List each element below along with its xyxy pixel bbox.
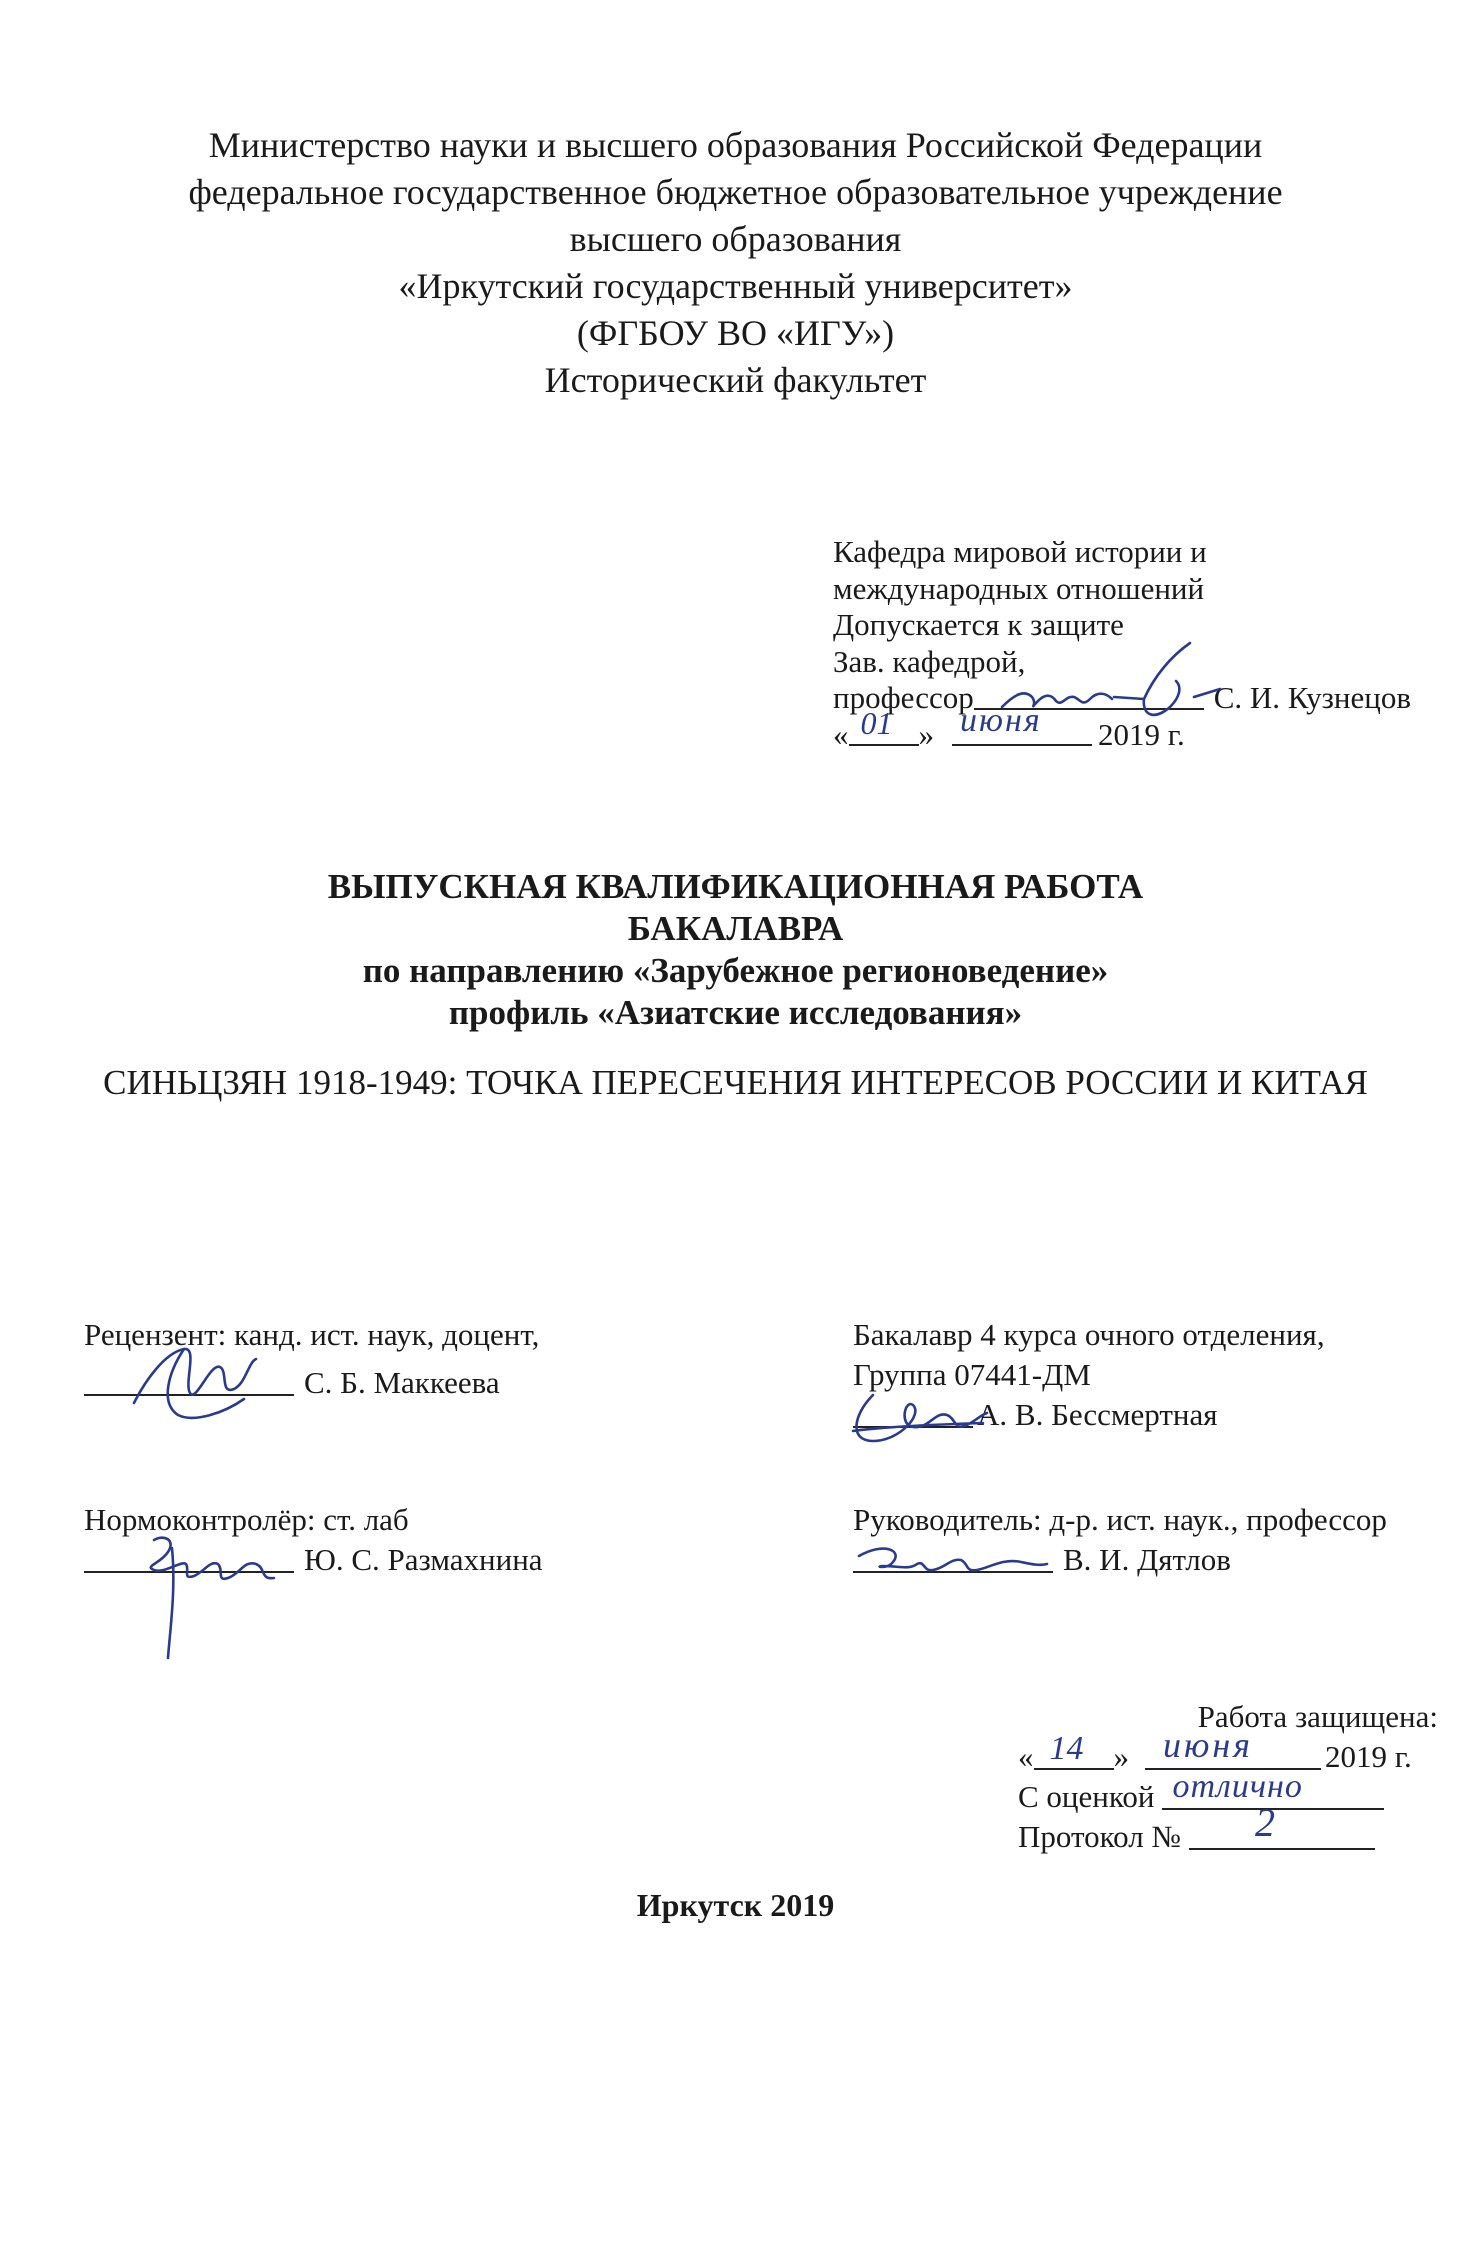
admission-line: Допускается к защите: [833, 607, 1124, 642]
date-close-quote: »: [918, 716, 934, 752]
supervisor-label: Руководитель: д-р. ист. наук., профессор: [853, 1502, 1387, 1537]
normcontrol-signature-image: [124, 1530, 304, 1670]
faculty-name: Исторический факультет: [544, 360, 927, 400]
reviewer-signature-line: [84, 1393, 294, 1396]
head-of-department-line: Зав. кафедрой,: [833, 643, 1026, 679]
defense-date-close-quote: »: [1113, 1739, 1129, 1774]
normcontrol-label: Нормоконтролёр: ст. лаб: [84, 1502, 409, 1537]
education-level-line: высшего образования: [569, 219, 902, 259]
protocol-row: [1018, 1800, 1438, 1857]
city-year: Иркутск 2019: [636, 1887, 835, 1923]
defense-day-handwritten: 14: [1049, 1730, 1084, 1767]
university-abbr: (ФГБОУ ВО «ИГУ»): [576, 313, 895, 353]
head-signature-row: [833, 680, 1453, 717]
date-month-field: [952, 702, 1092, 746]
direction-line: по направлению «Зарубежное регионоведение»: [362, 951, 1109, 990]
normcontrol-signature-row: [84, 1540, 764, 1580]
defense-label: Работа защищена:: [1197, 1699, 1438, 1734]
department-approval-block: [833, 534, 1453, 753]
defense-month-handwritten: июня: [1163, 1725, 1253, 1765]
reviewer-signature-row: [84, 1363, 764, 1403]
ministry-line: Министерство науки и высшего образования Российской Федерации: [208, 125, 1263, 165]
defense-block: [1018, 1697, 1438, 1857]
reviewer-block: [84, 1315, 764, 1403]
supervisor-signature-row: [853, 1540, 1453, 1580]
protocol-label: Протокол №: [1018, 1819, 1181, 1854]
department-line-1: Кафедра мировой истории и: [833, 534, 1207, 569]
date-day-field: [849, 705, 919, 746]
date-open-quote: «: [833, 716, 849, 752]
work-title-block: [0, 866, 1471, 1034]
work-title-line-1: ВЫПУСКНАЯ КВАЛИФИКАЦИОННАЯ РАБОТА: [327, 867, 1144, 906]
department-line-2: международных отношений: [833, 570, 1205, 606]
defense-day-field: [1034, 1730, 1114, 1770]
professor-label: профессор: [833, 680, 974, 715]
supervisor-signature-image: [853, 1536, 1053, 1596]
normcontrol-name: Ю. С. Размахнина: [304, 1542, 543, 1577]
date-day-handwritten: 01: [860, 705, 893, 741]
reviewer-label: Рецензент: канд. ист. наук, доцент,: [84, 1317, 540, 1352]
institution-header: [0, 122, 1471, 404]
date-year: 2019 г.: [1098, 716, 1185, 752]
defense-date-year: 2019 г.: [1325, 1739, 1412, 1774]
normcontrol-block: [84, 1500, 764, 1580]
institution-type-line: федеральное государственное бюджетное образовательное учреждение: [188, 172, 1283, 212]
head-date-row: [833, 702, 1453, 754]
protocol-handwritten: 2: [1255, 1800, 1275, 1845]
supervisor-block: [853, 1500, 1453, 1580]
work-title-line-2: БАКАЛАВРА: [627, 909, 844, 948]
thesis-topic: СИНЬЦЗЯН 1918-1949: ТОЧКА ПЕРЕСЕЧЕНИЯ ИНТЕРЕСОВ РОССИИ И КИТАЯ: [103, 1063, 1368, 1102]
student-name: А. В. Бессмертная: [977, 1397, 1218, 1432]
head-name: С. И. Кузнецов: [1213, 680, 1411, 715]
supervisor-signature-line: [853, 1570, 1053, 1573]
supervisor-name: В. И. Дятлов: [1063, 1542, 1231, 1577]
profile-line: профиль «Азиатские исследования»: [448, 993, 1023, 1032]
reviewer-name: С. Б. Маккеева: [304, 1365, 500, 1400]
student-block: [853, 1315, 1453, 1435]
student-course-line: Бакалавр 4 курса очного отделения,: [853, 1317, 1325, 1352]
student-signature-line: [853, 1425, 973, 1428]
student-group-line: Группа 07441-ДМ: [853, 1357, 1091, 1392]
normcontrol-signature-line: [84, 1570, 294, 1573]
protocol-field: [1189, 1800, 1375, 1850]
grade-label: С оценкой: [1018, 1779, 1155, 1814]
university-name: «Иркутский государственный университет»: [398, 266, 1073, 306]
student-signature-row: [853, 1395, 1453, 1435]
grade-row: [1018, 1768, 1438, 1817]
date-month-handwritten: июня: [960, 702, 1042, 739]
grade-handwritten: отлично: [1172, 1768, 1303, 1805]
defense-date-open-quote: «: [1018, 1739, 1034, 1774]
